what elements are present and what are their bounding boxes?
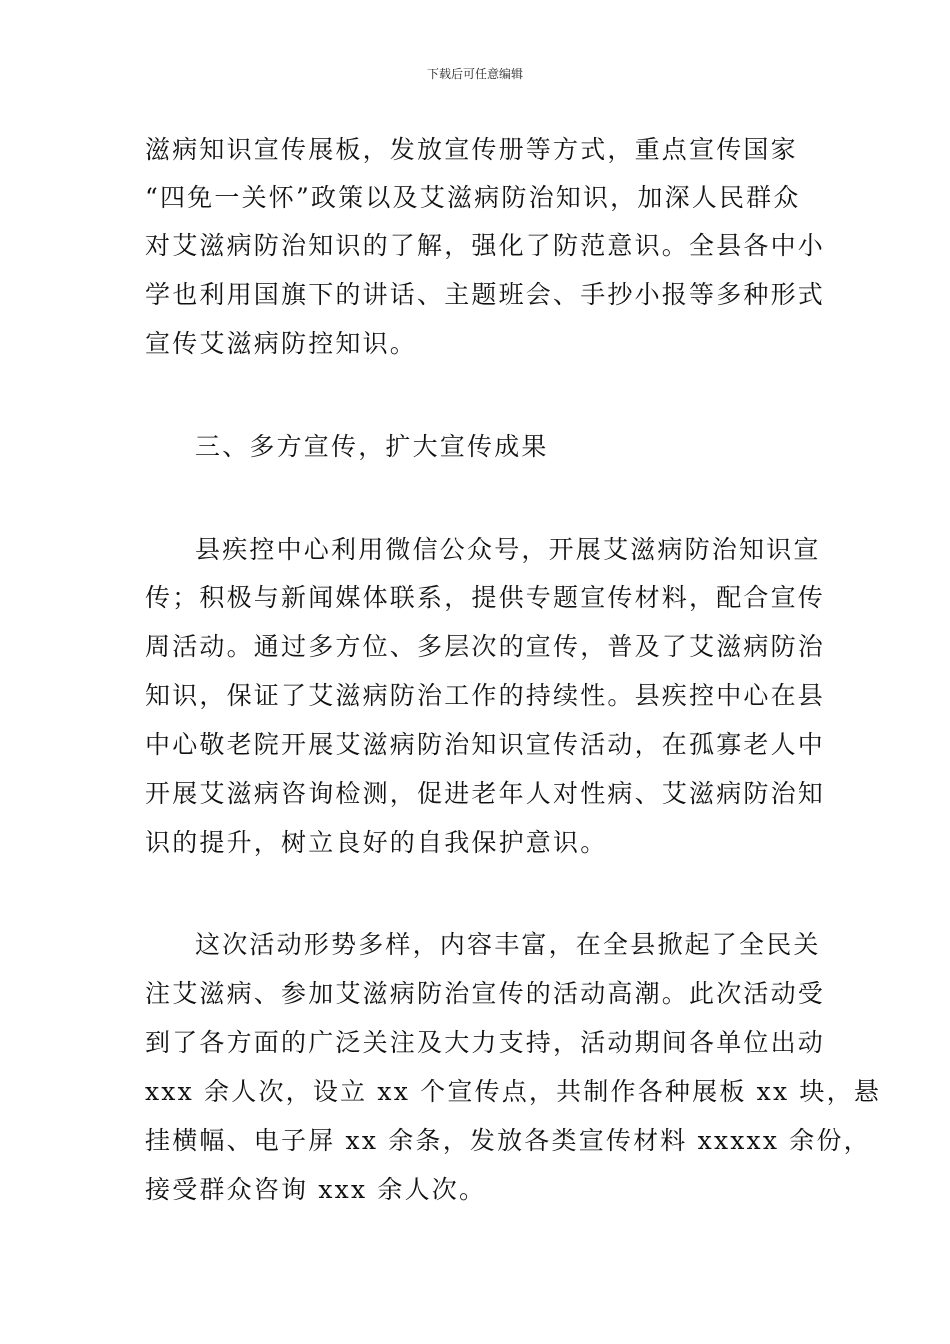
text-line: 挂横幅、电子屏 xx 余条，发放各类宣传材料 xxxxx 余份， xyxy=(145,1126,871,1155)
section-heading-text: 三、多方宣传，扩大宣传成果 xyxy=(195,432,549,461)
text-line: “四免一关怀”政策以及艾滋病防治知识，加深人民群众 xyxy=(145,183,801,212)
text-line: 学也利用国旗下的讲话、主题班会、手抄小报等多种形式 xyxy=(145,280,826,309)
text-line: 这次活动形势多样，内容丰富，在全县掀起了全民关 xyxy=(195,930,821,959)
text-line: 知识，保证了艾滋病防治工作的持续性。县疾控中心在县 xyxy=(145,681,826,710)
text-line: 对艾滋病防治知识的了解，强化了防范意识。全县各中小 xyxy=(145,231,826,260)
text-line: 滋病知识宣传展板，发放宣传册等方式，重点宣传国家 xyxy=(145,135,798,164)
text-line: 宣传艾滋病防控知识。 xyxy=(145,329,418,358)
text-line: 接受群众咨询 xxx 余人次。 xyxy=(145,1175,487,1204)
text-line: 识的提升，树立良好的自我保护意识。 xyxy=(145,828,608,857)
text-line: 周活动。通过多方位、多层次的宣传，普及了艾滋病防治 xyxy=(145,632,826,661)
text-line: xxx 余人次，设立 xx 个宣传点，共制作各种展板 xx 块，悬 xyxy=(145,1077,882,1106)
text-line: 开展艾滋病咨询检测，促进老年人对性病、艾滋病防治知 xyxy=(145,779,826,808)
text-line: 传；积极与新闻媒体联系，提供专题宣传材料，配合宣传 xyxy=(145,583,826,612)
text-line: 县疾控中心利用微信公众号，开展艾滋病防治知识宣 xyxy=(195,535,821,564)
header-note: 下载后可任意编辑 xyxy=(426,67,523,81)
text-line: 中心敬老院开展艾滋病防治知识宣传活动，在孤寡老人中 xyxy=(145,730,826,759)
text-line: 到了各方面的广泛关注及大力支持，活动期间各单位出动 xyxy=(145,1028,826,1057)
text-line: 注艾滋病、参加艾滋病防治宣传的活动高潮。此次活动受 xyxy=(145,979,826,1008)
